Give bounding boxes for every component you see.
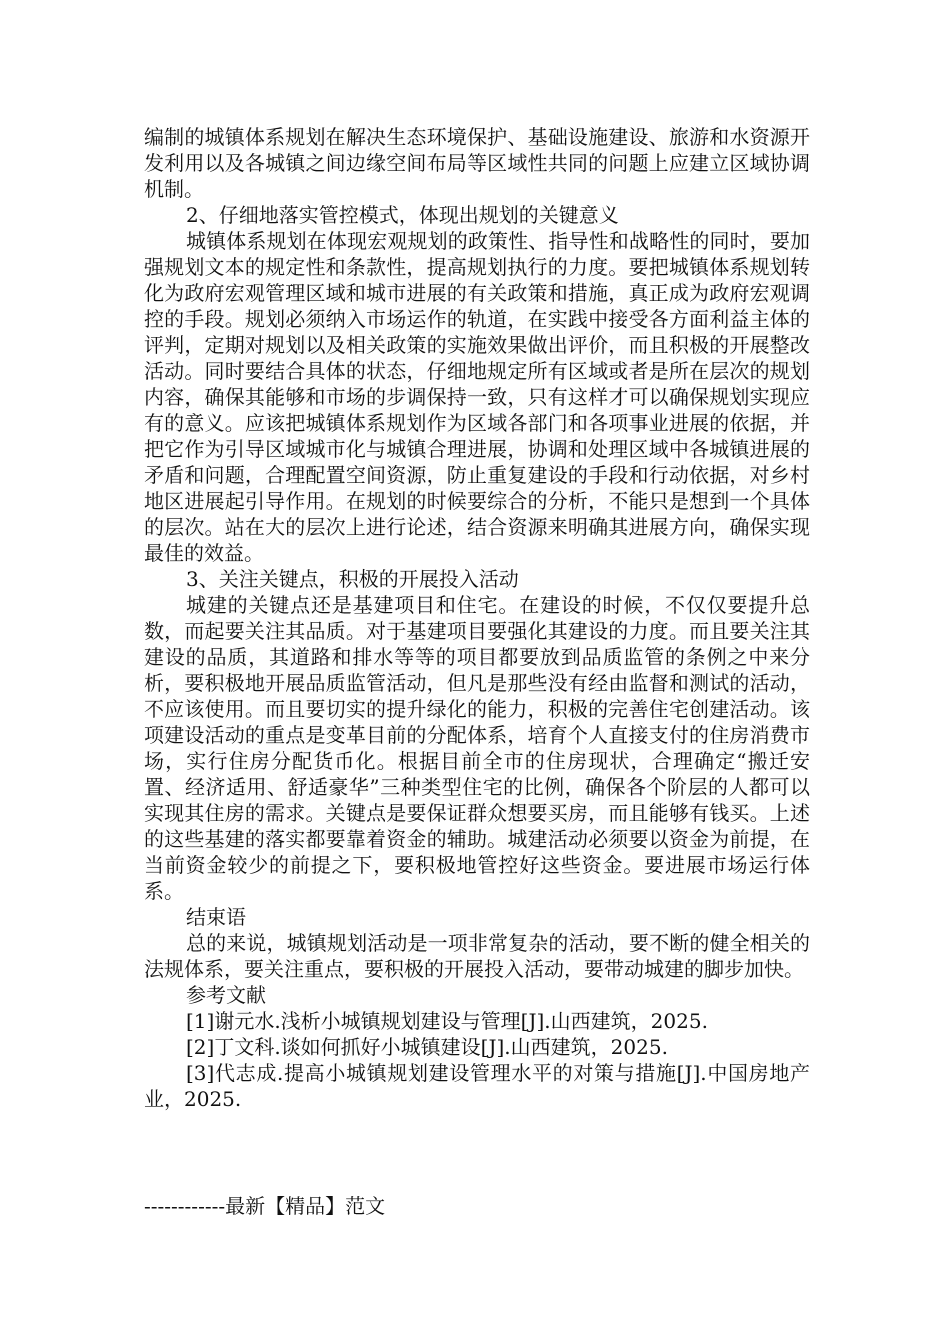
paragraph-conclusion: 总的来说，城镇规划活动是一项非常复杂的活动，要不断的健全相关的法规体系，要关注重点，要积极的开展投入活动，要带动城建的脚步加快。	[144, 931, 810, 981]
reference-item-3: [3]代志成.提高小城镇规划建设管理水平的对策与措施[J].中国房地产业，2025.	[144, 1061, 810, 1111]
reference-item-2: [2]丁文科.谈如何抓好小城镇建设[J].山西建筑，2025.	[186, 1035, 668, 1059]
paragraph-continuation: 编制的城镇体系规划在解决生态环境保护、基础设施建设、旅游和水资源开发利用以及各城镇之间边缘空间布局等区域性共同的问题上应建立区域协调机制。	[144, 125, 810, 201]
conclusion-heading: 结束语	[186, 905, 246, 929]
paragraph-section-2: 城镇体系规划在体现宏观规划的政策性、指导性和战略性的同时，要加强规划文本的规定性和条款性，提高规划执行的力度。要把城镇体系规划转化为政府宏观管理区域和城市进展的有关政策和措施，真正成为政府宏观调控的手段。规划必须纳入市场运作的轨道，在实践中接受各方面利益主体的评判，定期对规划以及相关政策的实施效果做出评价，而且积极的开展整改活动。同时要结合具体的状态，仔细地规定所有区域或者是所在层次的规划内容，确保其能够和市场的步调保持一致，只有这样才可以确保规划实现应有的意义。应该把城镇体系规划作为区域各部门和各项事业进展的依据，并把它作为引导区域城市化与城镇合理进展，协调和处理区域中各城镇进展的矛盾和问题，合理配置空间资源，防止重复建设的手段和行动依据，对乡村地区进展起引导作用。在规划的时候要综合的分析，不能只是想到一个具体的层次。站在大的层次上进行论述，结合资源来明确其进展方向，确保实现最佳的效益。	[144, 229, 810, 565]
paragraph-section-3: 城建的关键点还是基建项目和住宅。在建设的时候，不仅仅要提升总数，而起要关注其品质。对于基建项目要强化其建设的力度。而且要关注其建设的品质，其道路和排水等等的项目都要放到品质监管的条例之中来分析，要积极地开展品质监管活动，但凡是那些没有经由监督和测试的活动，不应该使用。而且要切实的提升绿化的能力，积极的完善住宅创建活动。该项建设活动的重点是变革目前的分配体系，培育个人直接支付的住房消费市场，实行住房分配货币化。根据目前全市的住房现状，合理确定“搬迁安置、经济适用、舒适豪华”三种类型住宅的比例，确保各个阶层的人都可以实现其住房的需求。关键点是要保证群众想要买房，而且能够有钱买。上述的这些基建的落实都要靠着资金的辅助。城建活动必须要以资金为前提，在当前资金较少的前提之下，要积极地管控好这些资金。要进展市场运行体系。	[144, 593, 810, 903]
references-heading: 参考文献	[186, 983, 266, 1007]
reference-item-1: [1]谢元水.浅析小城镇规划建设与管理[J].山西建筑，2025.	[186, 1009, 708, 1033]
document-body	[144, 124, 810, 1112]
section-heading-3: 3、关注关键点，积极的开展投入活动	[186, 567, 519, 591]
section-heading-2: 2、仔细地落实管控模式，体现出规划的关键意义	[186, 203, 619, 227]
page-footer: ------------最新【精品】范文	[144, 1194, 386, 1218]
